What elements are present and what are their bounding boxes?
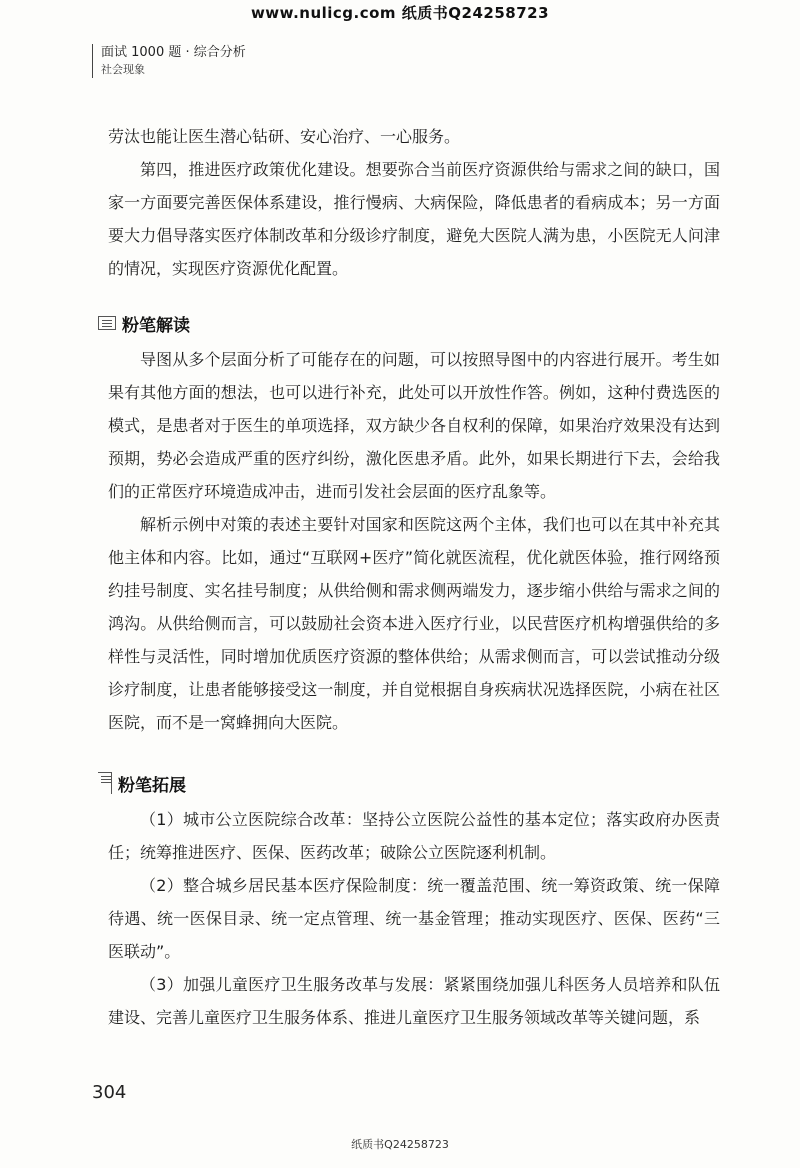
expansion-item-2: （2）整合城乡居民基本医疗保险制度：统一覆盖范围、统一筹资政策、统一保障待遇、统一医保目录、统一定点管理、统一基金管理；推动实现医疗、医保、医药“三医联动”。 — [108, 876, 720, 961]
interpretation-icon — [98, 316, 116, 330]
interpretation-heading — [98, 307, 720, 339]
running-head — [92, 44, 246, 78]
expansion-title: 粉笔拓展 — [118, 775, 186, 796]
page-body — [108, 120, 720, 1034]
page-number: 304 — [92, 1082, 127, 1103]
interpretation-paragraph-2: 解析示例中对策的表述主要针对国家和医院这两个主体，我们也可以在其中补充其他主体和内容。比如，通过“互联网+医疗”简化就医流程，优化就医体验，推行网络预约挂号制度、实名挂号制度；从供给侧和需求侧两端发力，逐步缩小供给与需求之间的鸿沟。从供给侧而言，可以鼓励社会资本进入医疗行业，以民营医疗机构增强供给的多样性与灵活性，同时增加优质医疗资源的整体供给；从需求侧而言，可以尝试推动分级诊疗制度，让患者能够接受这一制度，并自觉根据自身疾病状况选择医院，小病在社区医院，而不是一窝蜂拥向大医院。 — [108, 515, 720, 732]
point-four-paragraph: 第四，推进医疗政策优化建设。想要弥合当前医疗资源供给与需求之间的缺口，国家一方面要完善医保体系建设，推行慢病、大病保险，降低患者的看病成本；另一方面要大力倡导落实医疗体制改革和分级诊疗制度，避免大医院人满为患，小医院无人问津的情况，实现医疗资源优化配置。 — [108, 160, 720, 278]
interpretation-paragraph-1: 导图从多个层面分析了可能存在的问题，可以按照导图中的内容进行展开。考生如果有其他方面的想法，也可以进行补充，此处可以开放性作答。例如，这种付费选医的模式，是患者对于医生的单项选择，双方缺少各自权利的保障，如果治疗效果没有达到预期，势必会造成严重的医疗纠纷，激化医患矛盾。此外，如果长期进行下去，会给我们的正常医疗环境造成冲击，进而引发社会层面的医疗乱象等。 — [108, 350, 720, 501]
running-head-title: 面试 1000 题 · 综合分析 — [101, 45, 246, 60]
expansion-item-3: （3）加强儿童医疗卫生服务改革与发展：紧紧围绕加强儿科医务人员培养和队伍建设、完善儿童医疗卫生服务体系、推进儿童医疗卫生服务领域改革等关键问题，系 — [108, 975, 720, 1027]
watermark-bottom: 纸质书Q24258723 — [351, 1138, 449, 1151]
running-head-subtitle: 社会现象 — [101, 63, 145, 76]
expansion-heading — [98, 767, 720, 799]
expansion-item-1: （1）城市公立医院综合改革：坚持公立医院公益性的基本定位；落实政府办医责任；统筹推进医疗、医保、医药改革；破除公立医院逐利机制。 — [108, 810, 720, 862]
watermark-top: www.nulicg.com 纸质书Q24258723 — [250, 4, 550, 22]
expansion-icon — [98, 772, 112, 794]
interpretation-title: 粉笔解读 — [122, 315, 190, 336]
continuation-paragraph: 劳汰也能让医生潜心钻研、安心治疗、一心服务。 — [108, 127, 461, 146]
